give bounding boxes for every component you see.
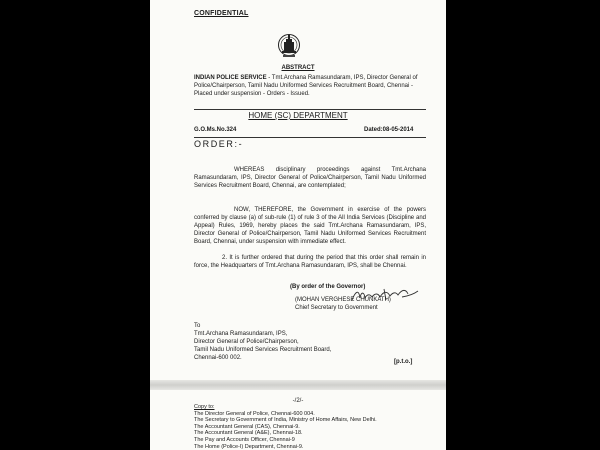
address-line: Director General of Police/Chairperson, (194, 339, 299, 345)
by-order-line: (By order of the Governor) (290, 284, 366, 290)
address-line: Chennai-600 002. (194, 355, 242, 361)
order-date: Dated:08-05-2014 (364, 127, 414, 133)
pto-marker: [p.t.o.] (394, 359, 413, 365)
copy-to-item: The Accountant General (CAS), Chennai-9. (194, 423, 300, 430)
order-paragraph-2: NOW, THEREFORE, the Government in exercise of the powers conferred by clause (a) of sub-rule (1) of rule 3 of the All India Services (Discipline and Appeal) Rules, 1969, hereby places the said Tmt.Archana Ramasundaram, IPS, Director General of Police/Chairperson, Tamil Nadu Uniformed Services Recruitment Board, Chennai, under suspension with immediate effect. (194, 207, 426, 245)
divider (194, 109, 426, 110)
divider (194, 137, 426, 138)
order-heading: ORDER:- (194, 139, 244, 149)
abstract-body: - Tmt.Archana Ramasundaram, IPS, Director General of Police/Chairperson, Tamil Nadu Uniformed Services Recruitment Board, Chennai - Placed under suspension - Orders - Issued. (194, 75, 418, 97)
confidential-label: CONFIDENTIAL (194, 10, 249, 17)
order-paragraph-3: 2. It is further ordered that during the period that this order shall remain in force, the Headquarters of Tmt.Archana Ramasundaram, IPS, shall be Chennai. (194, 255, 426, 269)
signatory-title: Chief Secretary to Government (295, 305, 378, 311)
copy-to-item: The Pay and Accounts Officer, Chennai-9 (194, 436, 295, 443)
abstract-text (194, 74, 426, 98)
copy-to-item: The Secretary to Government of India, Ministry of Home Affairs, New Delhi. (194, 417, 377, 424)
go-number: G.O.Ms.No.324 (194, 127, 237, 133)
state-emblem-icon (278, 30, 300, 60)
copy-to-item: The Home (Police-I) Department, Chennai-9. (194, 443, 304, 450)
page-break (150, 380, 446, 390)
copy-to-item: The Accountant General (A&E), Chennai-18. (194, 430, 303, 437)
copy-to-heading: Copy to: (194, 404, 215, 410)
abstract-heading: ABSTRACT (281, 65, 315, 71)
signatory-block (295, 296, 391, 312)
abstract-lead: INDIAN POLICE SERVICE (194, 75, 267, 81)
address-block (194, 322, 331, 362)
department-title: HOME (SC) DEPARTMENT (248, 111, 348, 120)
document-page (150, 0, 446, 450)
signatory-name: (MOHAN VERGHESE CHUNKATH) (295, 297, 391, 303)
page-number: -/2/- (292, 398, 304, 404)
address-line: Tmt.Archana Ramasundaram, IPS, (194, 331, 288, 337)
copy-to-item: The Director General of Police, Chennai-600 004. (194, 410, 315, 417)
address-line: To (194, 323, 201, 329)
address-line: Tamil Nadu Uniformed Services Recruitment Board, (194, 347, 332, 353)
order-paragraph-1: WHEREAS disciplinary proceedings against Tmt.Archana Ramasundaram, IPS, Director General of Police/Chairperson, Tamil Nadu Uniformed Services Recruitment Board, Chennai, are contemplated; (194, 167, 426, 189)
copy-to-block (194, 404, 377, 450)
